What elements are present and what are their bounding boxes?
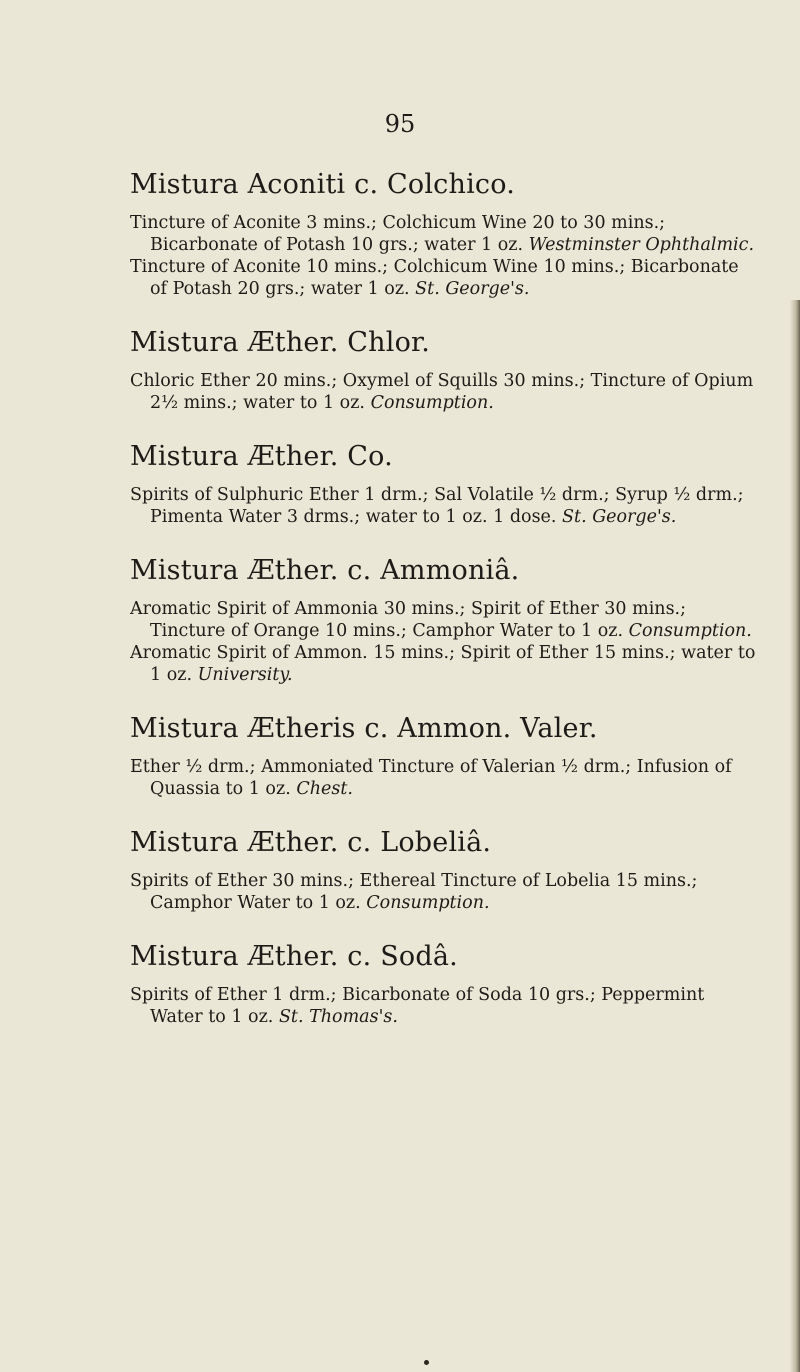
entry-heading: Mistura Ætheris c. Ammon. Valer. <box>130 713 598 744</box>
line-source: Consumption. <box>370 393 494 413</box>
entry-line <box>130 642 760 686</box>
entry-heading: Mistura Æther. c. Sodâ. <box>130 941 458 972</box>
entry-heading: Mistura Æther. c. Lobeliâ. <box>130 827 492 858</box>
entry-aether-chlor <box>130 326 760 414</box>
line-text: Aromatic Spirit of Ammonia 30 mins.; Spirit of Ether 30 mins.; Tincture of Orange 10 mins.; Camphor Water to 1 oz. <box>130 599 687 641</box>
line-text: Spirits of Ether 1 drm.; Bicarbonate of Soda 10 grs.; Peppermint Water to 1 oz. <box>130 985 705 1027</box>
entry-line <box>130 756 760 800</box>
line-text: Tincture of Aconite 3 mins.; Colchicum Wine 20 to 30 mins.; Bicarbonate of Potash 10 grs.; water 1 oz. <box>130 213 666 255</box>
line-text: Spirits of Ether 30 mins.; Ethereal Tincture of Lobelia 15 mins.; Camphor Water to 1 oz. <box>130 871 698 913</box>
entry-heading: Mistura Æther. c. Ammoniâ. <box>130 555 520 586</box>
entry-line <box>130 370 760 414</box>
line-source: Consumption. <box>366 893 490 913</box>
entry-aconiti <box>130 168 760 300</box>
line-text: Ether ½ drm.; Ammoniated Tincture of Valerian ½ drm.; Infusion of Quassia to 1 oz. <box>130 757 732 799</box>
entry-line <box>130 484 760 528</box>
line-text: Tincture of Aconite 10 mins.; Colchicum Wine 10 mins.; Bicarbonate of Potash 20 grs.; water 1 oz. <box>130 257 739 299</box>
entry-aether-soda <box>130 940 760 1028</box>
line-source: Consumption. <box>628 621 752 641</box>
ink-dot <box>424 1360 429 1365</box>
entry-aether-co <box>130 440 760 528</box>
page-edge <box>790 300 800 1372</box>
line-source: Chest. <box>296 779 353 799</box>
entry-line <box>130 256 760 300</box>
line-source: Westminster Ophthalmic. <box>528 235 755 255</box>
line-source: St. George's. <box>562 507 677 527</box>
entry-line <box>130 984 760 1028</box>
page-content <box>130 168 760 1028</box>
page-number: 95 <box>384 110 416 138</box>
entry-heading: Mistura Æther. Co. <box>130 441 393 472</box>
line-text: Aromatic Spirit of Ammon. 15 mins.; Spirit of Ether 15 mins.; water to 1 oz. <box>130 643 756 685</box>
entry-aetheris-valer <box>130 712 760 800</box>
entry-line <box>130 598 760 642</box>
entry-heading: Mistura Aconiti c. Colchico. <box>130 169 515 200</box>
line-source: St. George's. <box>415 279 530 299</box>
entry-line <box>130 870 760 914</box>
entry-line <box>130 212 760 256</box>
entry-aether-lobelia <box>130 826 760 914</box>
entry-heading: Mistura Æther. Chlor. <box>130 327 430 358</box>
line-source: St. Thomas's. <box>278 1007 398 1027</box>
line-text: Spirits of Sulphuric Ether 1 drm.; Sal Volatile ½ drm.; Syrup ½ drm.; Pimenta Water 3 drms.; water to 1 oz. 1 dose. <box>130 485 744 527</box>
line-source: University. <box>197 665 293 685</box>
entry-aether-ammonia <box>130 554 760 686</box>
line-text: Chloric Ether 20 mins.; Oxymel of Squills 30 mins.; Tincture of Opium 2½ mins.; water to 1 oz. <box>130 371 754 413</box>
